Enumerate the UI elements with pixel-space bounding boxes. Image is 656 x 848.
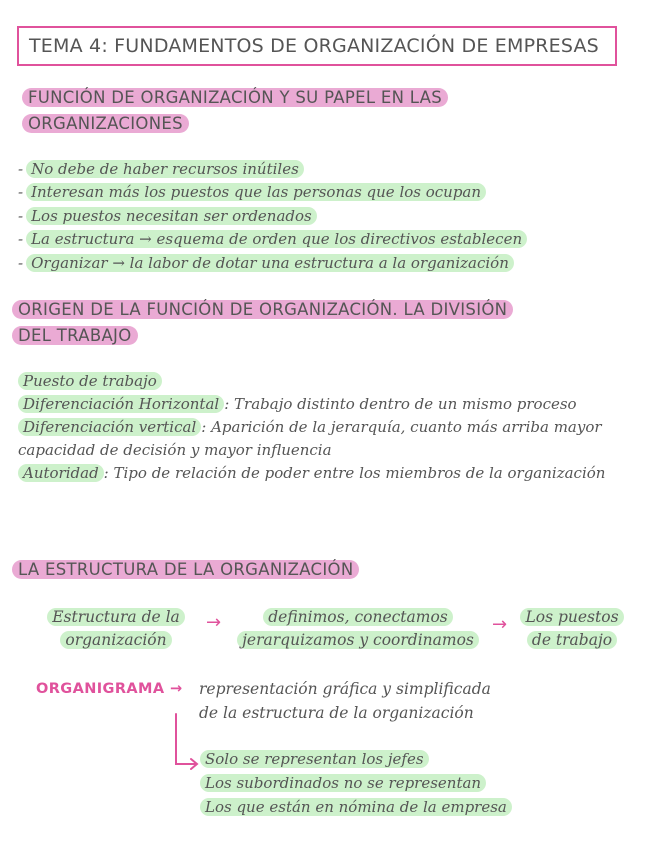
list-item: - Organizar → la labor de dotar una estructura a la organización — [18, 252, 527, 275]
list-item: Solo se representan los jefes — [200, 747, 512, 771]
section1-heading-line1: FUNCIÓN DE ORGANIZACIÓN Y SU PAPEL EN LAS — [22, 88, 448, 107]
page-title: TEMA 4: FUNDAMENTOS DE ORGANIZACIÓN DE EMPRESAS — [29, 35, 599, 57]
list-item: Los que están en nómina de la empresa — [200, 795, 512, 819]
section2-heading-line1: ORIGEN DE LA FUNCIÓN DE ORGANIZACIÓN. LA DIVISIÓN — [12, 300, 513, 319]
concept-item: Diferenciación vertical : Aparición de la jerarquía, cuanto más arriba mayor capacidad de decisión y mayor influencia — [18, 418, 602, 459]
list-item: Los subordinados no se representan — [200, 771, 512, 795]
flow-box-actions: definimos, conectamos jerarquizamos y coordinamos — [226, 606, 490, 652]
list-item: - No debe de haber recursos inútiles — [18, 158, 527, 181]
arrow-right-icon: → — [169, 681, 183, 697]
flow-box-structure: Estructura de la organización — [28, 606, 204, 652]
section2-heading-line2: DEL TRABAJO — [12, 326, 138, 345]
organigrama-definition: representación gráfica y simplificada de la estructura de la organización — [199, 680, 491, 722]
flow-box-positions: Los puestos de trabajo — [512, 606, 632, 652]
organigrama-list — [200, 747, 512, 819]
list-item: - Los puestos necesitan ser ordenados — [18, 205, 527, 228]
title-frame — [17, 26, 617, 66]
section1-heading — [22, 85, 448, 137]
concept-item: Autoridad : Tipo de relación de poder entre los miembros de la organización — [18, 462, 630, 485]
concept-item: Puesto de trabajo — [18, 370, 630, 393]
section2-heading — [12, 297, 513, 349]
section1-bullet-list — [18, 158, 527, 275]
connector-arrow-icon — [170, 712, 202, 770]
list-item: - Interesan más los puestos que las personas que los ocupan — [18, 181, 527, 204]
section2-concepts — [18, 370, 630, 485]
concept-item: Diferenciación Horizontal : Trabajo distinto dentro de un mismo proceso — [18, 393, 630, 416]
list-item: - La estructura → esquema de orden que los directivos establecen — [18, 228, 527, 251]
section1-heading-line2: ORGANIZACIONES — [22, 114, 189, 133]
arrow-right-icon: → — [206, 612, 222, 633]
arrow-right-icon: → — [492, 614, 508, 635]
organigrama-label: ORGANIGRAMA → — [36, 681, 183, 697]
section3-heading: LA ESTRUCTURA DE LA ORGANIZACIÓN — [12, 557, 359, 583]
